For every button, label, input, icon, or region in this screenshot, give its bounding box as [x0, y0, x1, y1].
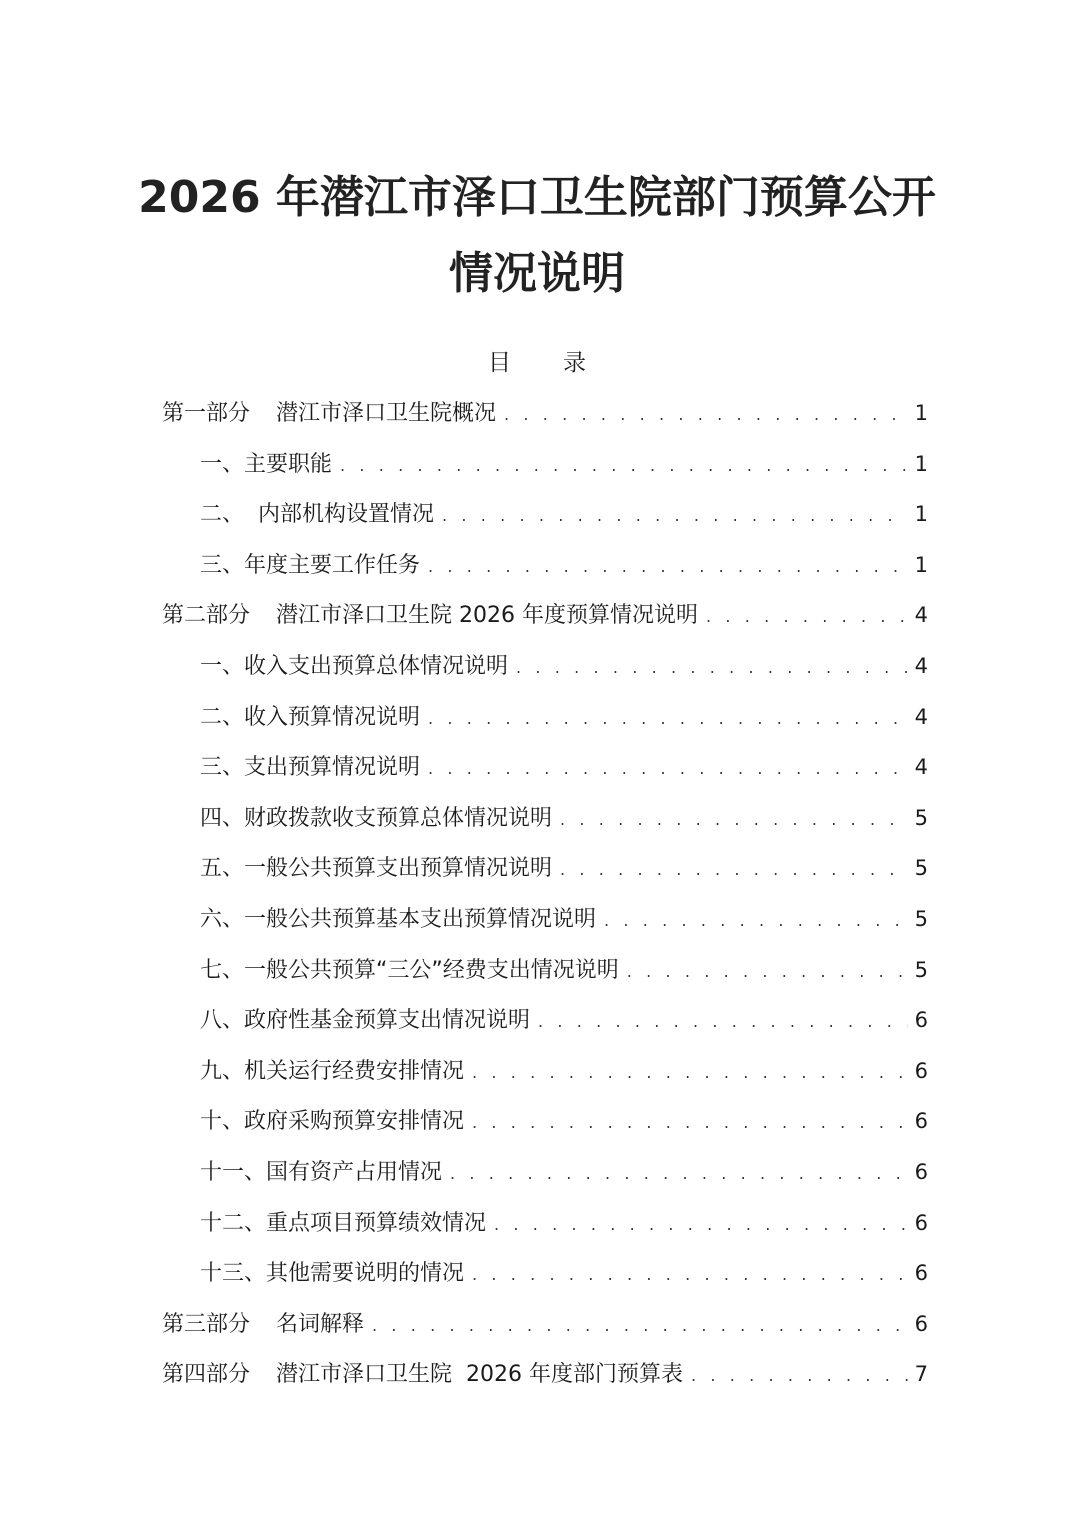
toc-dot-leader: [504, 394, 908, 436]
toc-entry-label: 二、收入预算情况说明: [200, 704, 421, 730]
toc-section-entry[interactable]: [162, 746, 928, 797]
toc-part-entry[interactable]: [162, 392, 928, 443]
toc-page-number: 4: [914, 755, 928, 780]
toc-page-number: 5: [914, 856, 928, 881]
toc-page-number: 6: [914, 1159, 928, 1184]
toc-heading: [0, 346, 1074, 380]
toc-entry-label: 二、 内部机构设置情况: [200, 502, 434, 528]
toc-entry-label: 四、财政拨款收支预算总体情况说明: [200, 805, 553, 831]
toc-page-number: 4: [914, 603, 928, 628]
toc-section-entry[interactable]: [162, 999, 928, 1050]
toc-entry-title: [200, 950, 619, 992]
toc-entry-label: 十三、其他需要说明的情况: [200, 1261, 465, 1287]
toc-page-number: 6: [914, 1109, 928, 1134]
toc-entry-title: [200, 747, 420, 789]
toc-entry-title: [200, 1203, 486, 1245]
toc-entry-label: 七、一般公共预算“三公”经费支出情况说明: [200, 957, 619, 983]
toc-entry-title: [200, 494, 434, 536]
toc-part-number: 第四部分: [162, 1362, 251, 1388]
toc-page-number: 6: [914, 1261, 928, 1286]
toc-page-number: 4: [914, 653, 928, 678]
toc-dot-leader: [340, 445, 908, 487]
toc-dot-leader: [428, 748, 908, 790]
toc-entry-label: 十一、国有资产占用情况: [200, 1159, 443, 1185]
toc-part-entry[interactable]: [162, 594, 928, 645]
toc-page-number: 5: [914, 805, 928, 830]
toc-part-entry[interactable]: [162, 1303, 928, 1354]
toc-section-entry[interactable]: [162, 1050, 928, 1101]
toc-entry-label: 九、机关运行经费安排情况: [200, 1058, 465, 1084]
toc-page-number: 5: [914, 957, 928, 982]
toc-part-entry[interactable]: [162, 1353, 928, 1404]
toc-entry-title: [200, 1051, 464, 1093]
toc-section-entry[interactable]: [162, 1151, 928, 1202]
toc-entry-label: 三、支出预算情况说明: [200, 755, 421, 781]
toc-section-entry[interactable]: [162, 1202, 928, 1253]
table-of-contents: [162, 392, 928, 1404]
toc-entry-title: [162, 1304, 364, 1346]
toc-entry-label: 十二、重点项目预算绩效情况: [200, 1210, 487, 1236]
toc-part-number: 第一部分: [162, 401, 251, 426]
toc-entry-title: [162, 1354, 683, 1396]
toc-dot-leader: [372, 1305, 908, 1347]
toc-dot-leader: [428, 698, 908, 740]
toc-page-number: 6: [914, 1058, 928, 1083]
toc-section-entry[interactable]: [162, 949, 928, 1000]
toc-page-number: 4: [914, 704, 928, 729]
toc-entry-title: [200, 798, 552, 840]
toc-entry-title: [200, 1253, 464, 1295]
toc-entry-title: [200, 1101, 464, 1143]
toc-page-number: 6: [914, 1210, 928, 1235]
toc-section-entry[interactable]: [162, 1252, 928, 1303]
toc-heading-left: 目: [488, 350, 511, 376]
toc-part-number: 第二部分: [162, 603, 251, 629]
toc-section-entry[interactable]: [162, 443, 928, 494]
toc-entry-title: [200, 697, 420, 739]
toc-page-number: 1: [914, 552, 928, 577]
document-title-line1: 2026 年潜江市泽口卫生院部门预算公开: [138, 172, 936, 223]
toc-entry-title: [200, 646, 508, 688]
toc-entry-label: 潜江市泽口卫生院 2026 年度部门预算表: [276, 1362, 683, 1388]
toc-section-entry[interactable]: [162, 544, 928, 595]
toc-dot-leader: [538, 1001, 908, 1043]
toc-page-number: 1: [914, 502, 928, 527]
toc-entry-label: 潜江市泽口卫生院概况: [276, 401, 497, 426]
toc-dot-leader: [494, 1204, 908, 1246]
toc-page-number: 1: [914, 401, 928, 425]
toc-entry-label: 三、年度主要工作任务: [200, 552, 421, 578]
toc-dot-leader: [450, 1153, 908, 1195]
toc-dot-leader: [428, 546, 908, 588]
toc-part-number: 第三部分: [162, 1311, 251, 1337]
toc-entry-label: 十、政府采购预算安排情况: [200, 1109, 465, 1135]
toc-entry-title: [200, 848, 552, 890]
toc-entry-label: 六、一般公共预算基本支出预算情况说明: [200, 906, 597, 932]
toc-page-number: 1: [914, 451, 928, 476]
toc-dot-leader: [560, 799, 908, 841]
toc-dot-leader: [472, 1102, 908, 1144]
toc-entry-label: 名词解释: [276, 1311, 365, 1337]
toc-dot-leader: [691, 1355, 908, 1397]
toc-page-number: 6: [914, 1311, 928, 1336]
toc-dot-leader: [604, 900, 908, 942]
toc-entry-label: 五、一般公共预算支出预算情况说明: [200, 856, 553, 882]
toc-entry-title: [200, 1000, 530, 1042]
toc-entry-label: 一、收入支出预算总体情况说明: [200, 653, 509, 679]
toc-section-entry[interactable]: [162, 797, 928, 848]
toc-heading-right: 录: [563, 350, 586, 376]
toc-dot-leader: [627, 951, 908, 993]
toc-page-number: 7: [914, 1362, 928, 1387]
toc-section-entry[interactable]: [162, 898, 928, 949]
document-title-line2: 情况说明: [449, 248, 625, 299]
toc-entry-title: [162, 393, 496, 435]
toc-entry-title: [200, 899, 596, 941]
toc-dot-leader: [472, 1052, 908, 1094]
toc-section-entry[interactable]: [162, 493, 928, 544]
toc-page-number: 6: [914, 1008, 928, 1033]
toc-section-entry[interactable]: [162, 847, 928, 898]
toc-section-entry[interactable]: [162, 696, 928, 747]
toc-dot-leader: [560, 849, 908, 891]
toc-page-number: 5: [914, 906, 928, 931]
toc-entry-label: 八、政府性基金预算支出情况说明: [200, 1008, 531, 1034]
toc-dot-leader: [516, 647, 908, 689]
toc-entry-title: [200, 1152, 442, 1194]
toc-section-entry[interactable]: [162, 645, 928, 696]
toc-dot-leader: [706, 596, 908, 638]
toc-entry-label: 一、主要职能: [200, 451, 333, 477]
toc-entry-label: 潜江市泽口卫生院 2026 年度预算情况说明: [276, 603, 698, 629]
toc-section-entry[interactable]: [162, 1100, 928, 1151]
toc-dot-leader: [472, 1254, 908, 1296]
toc-entry-title: [200, 545, 420, 587]
toc-entry-title: [200, 444, 332, 486]
toc-entry-title: [162, 595, 698, 637]
toc-dot-leader: [442, 495, 908, 537]
